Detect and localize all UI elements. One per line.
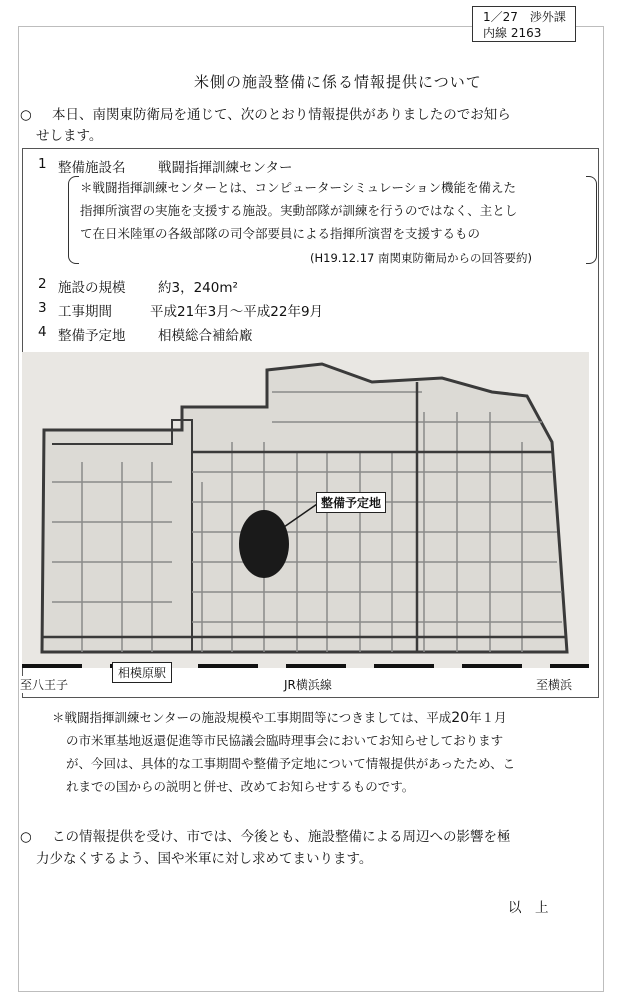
item-1-label: 整備施設名: [58, 160, 126, 176]
item-2-value: 約3，240m²: [158, 280, 238, 296]
station-label: 相模原駅: [112, 662, 172, 683]
item-2-label: 施設の規模: [58, 280, 126, 296]
item-1-value: 戦闘指揮訓練センター: [158, 160, 293, 176]
item-3-label: 工事期間: [58, 304, 112, 320]
site-map: [22, 352, 589, 668]
left-destination: 至八王子: [20, 678, 69, 692]
definition-line-2: 指揮所演習の実施を支援する施設。実動部隊が訓練を行うのではなく、主とし: [80, 203, 518, 218]
definition-source: (H19.12.17 南関東防衛局からの回答要約): [310, 251, 532, 265]
item-1-number: 1: [38, 156, 47, 172]
definition-line-1: ＊戦闘指揮訓練センターとは、コンピューターシミュレーション機能を備えた: [80, 180, 517, 195]
planned-site-marker: [239, 510, 289, 578]
right-destination: 至横浜: [536, 678, 573, 692]
closing-line-2: 力少なくするよう、国や米軍に対し求めてまいります。: [36, 851, 373, 867]
footnote-year: 20: [451, 710, 470, 726]
planned-site-callout: 整備予定地: [316, 492, 386, 513]
footnote-line-1: [52, 706, 507, 730]
footnote-line-2: の市米軍基地返還促進等市民協議会臨時理事会においてお知らせしております: [66, 733, 504, 748]
item-2-number: 2: [38, 276, 47, 292]
footnote-line-1-pre: ＊戦闘指揮訓練センターの施設規模や工事期間等につきましては、平成: [52, 710, 452, 725]
footnote-line-3: が、今回は、具体的な工事期間や整備予定地について情報提供があったため、こ: [66, 756, 516, 771]
closing-bullet: ○: [20, 829, 32, 845]
item-4-number: 4: [38, 324, 47, 340]
definition-line-3: て在日米陸軍の各級部隊の司令部要員による指揮所演習を支援するもの: [80, 226, 481, 241]
intro-line-1: 本日、南関東防衛局を通じて、次のとおり情報提供がありましたのでお知ら: [52, 107, 511, 123]
item-4-value: 相模総合補給廠: [158, 328, 253, 344]
stamp-line-1: 1／27 渉外課: [483, 10, 566, 24]
document-title: 米側の施設整備に係る情報提供について: [194, 73, 482, 91]
item-4-label: 整備予定地: [58, 328, 126, 344]
footnote-line-1-post: 年１月: [469, 710, 507, 725]
footnote-line-4: れまでの国からの説明と併せ、改めてお知らせするものです。: [66, 779, 415, 794]
stamp-line-2: 内線 2163: [483, 26, 542, 40]
definition-bracket-left: [68, 176, 79, 264]
intro-bullet: ○: [20, 107, 32, 123]
railway-label: JR横浜線: [284, 678, 332, 692]
item-3-number: 3: [38, 300, 47, 316]
dept-stamp: [472, 6, 576, 42]
base-outline: [42, 364, 567, 652]
site-map-drawing: [22, 352, 589, 668]
intro-line-2: せします。: [36, 128, 103, 144]
definition-bracket-right: [586, 176, 597, 264]
end-mark: 以 上: [508, 900, 549, 916]
item-3-value: 平成21年3月～平成22年9月: [150, 304, 324, 320]
closing-line-1: この情報提供を受け、市では、今後とも、施設整備による周辺への影響を極: [52, 829, 511, 845]
